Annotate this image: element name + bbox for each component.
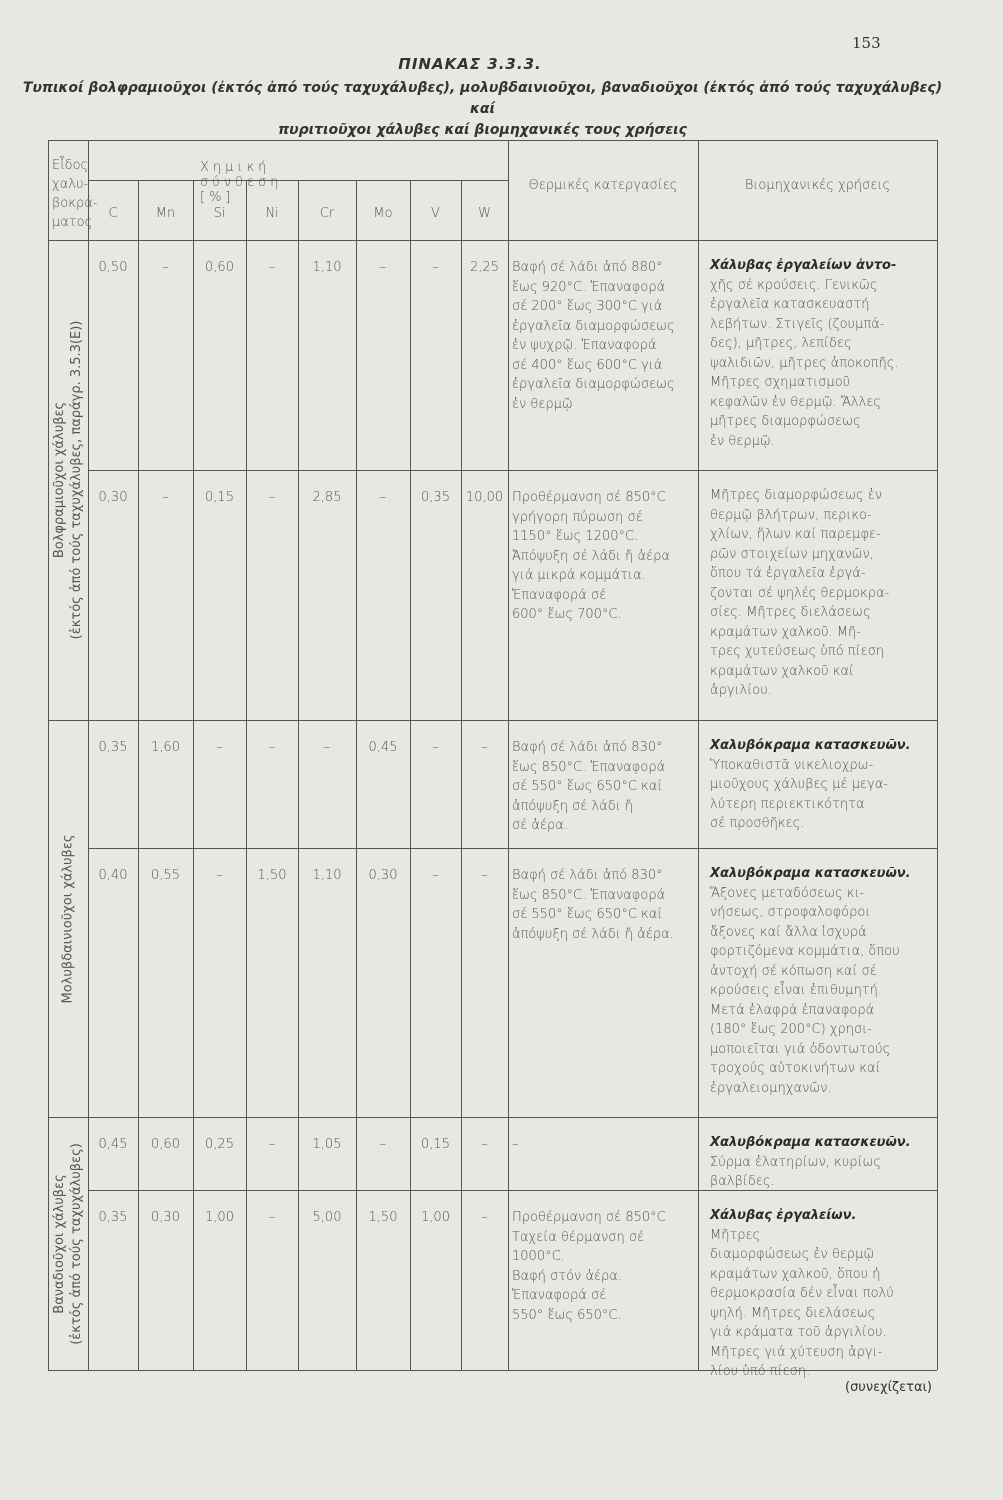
heat-treatment-text bbox=[512, 258, 694, 414]
heat-treatment-text bbox=[512, 866, 694, 944]
uses-line: φορτιζόμενα κομμάτια, ὅπου bbox=[710, 944, 900, 959]
heat-treatment-line: γιά μικρά κομμάτια. bbox=[512, 568, 646, 583]
uses-line: κραμάτων χαλκοῦ καί bbox=[710, 663, 855, 679]
uses-line: (180° ἕως 200°C) χρησι- bbox=[710, 1022, 872, 1037]
composition-value: 2,25 bbox=[470, 260, 499, 275]
heat-treatment-line: ἕως 850°C. Ἐπαναφορά bbox=[512, 759, 666, 775]
composition-value: 1,50 bbox=[257, 868, 287, 883]
element-header-w: W bbox=[478, 206, 491, 221]
row-divider bbox=[88, 848, 937, 849]
uses-line: τροχούς αὐτοκινήτων καί bbox=[710, 1061, 881, 1076]
composition-value: – bbox=[216, 740, 223, 755]
heat-treatment-line: Βαφή σέ λάδι ἀπό 830° bbox=[512, 740, 663, 755]
composition-value: 0,60 bbox=[151, 1137, 180, 1152]
heat-treatment-line: ἕως 920°C. Ἐπαναφορά bbox=[512, 279, 666, 295]
heat-treatment-line: Προθέρμανση σέ 850°C bbox=[512, 1210, 666, 1225]
composition-value: 0,15 bbox=[205, 490, 234, 505]
composition-value: 1,60 bbox=[151, 740, 180, 755]
composition-value: 0,15 bbox=[421, 1137, 450, 1152]
element-column-divider bbox=[356, 180, 357, 1370]
composition-value: – bbox=[481, 868, 488, 883]
composition-value: 0,40 bbox=[98, 868, 128, 883]
heat-treatment-text bbox=[512, 1208, 694, 1325]
uses-column-divider bbox=[698, 140, 699, 1370]
type-header-line: Εἶδος bbox=[52, 158, 89, 173]
uses-line: κεφαλῶν ἐν θερμῷ. Ἄλλες bbox=[710, 394, 881, 410]
type-column-divider bbox=[88, 140, 89, 1370]
heat-treatment-line: Ταχεία θέρμανση σέ bbox=[512, 1229, 645, 1245]
uses-line: διαμορφώσεως ἐν θερμῷ bbox=[710, 1247, 875, 1262]
composition-value: – bbox=[216, 868, 223, 883]
composition-value: 0,30 bbox=[151, 1210, 180, 1225]
category-label-line: (ἐκτός ἀπό τούς ταχυχάλυβες, παράγρ. 3.5.3(E)) bbox=[69, 320, 84, 640]
row-divider bbox=[88, 470, 937, 471]
composition-header: Χημική σύνθεση [%] bbox=[200, 160, 283, 205]
category-label bbox=[51, 321, 85, 640]
uses-line: μιοῦχους χάλυβες μέ μεγα- bbox=[710, 777, 888, 792]
heat-treatment-text bbox=[512, 488, 694, 625]
composition-value: 1,10 bbox=[312, 868, 342, 883]
category-label bbox=[51, 1143, 85, 1345]
heat-treatment-line: Βαφή σέ λάδι ἀπό 830° bbox=[512, 868, 663, 883]
table-border-left bbox=[48, 140, 49, 1370]
composition-value: 1,00 bbox=[205, 1210, 234, 1225]
uses-line: ζονται σέ ψηλές θερμοκρα- bbox=[710, 585, 890, 601]
caption-line-1: Τυπικοί βολφραμιοῦχοι (ἐκτός ἀπό τούς ταχυχάλυβες), μολυβδαινιοῦχοι, βαναδιοῦχοι (ἐκτός ἀπό τούς ταχυχάλυβες) καί bbox=[22, 80, 943, 117]
heat-treatment-line: γρήγορη πύρωση σέ bbox=[512, 509, 643, 525]
uses-line: ἐργαλειομηχανῶν. bbox=[710, 1080, 832, 1096]
table-border-right bbox=[937, 140, 938, 1370]
uses-text bbox=[710, 486, 933, 701]
heat-treatment-line: 1000°C. bbox=[512, 1249, 565, 1264]
uses-line: βαλβίδες. bbox=[710, 1174, 775, 1189]
category-label-line: Μολυβδαινιοῦχοι χάλυβες bbox=[60, 834, 76, 1003]
uses-line: Μῆτρες σχηματισμοῦ bbox=[710, 375, 851, 390]
heat-treatment-line: ἐν θερμῷ bbox=[512, 396, 573, 412]
element-column-divider bbox=[193, 180, 194, 1370]
composition-value: 0,35 bbox=[421, 490, 450, 505]
heat-treatment-line: ἀπόψυξη σέ λάδι ἤ ἀέρα. bbox=[512, 926, 674, 942]
composition-value: 1,50 bbox=[368, 1210, 398, 1225]
uses-line: Μῆτρες γιά χύτευση ἀργι- bbox=[710, 1344, 883, 1360]
uses-text bbox=[710, 256, 933, 451]
composition-value: 10,00 bbox=[465, 490, 504, 505]
uses-line: νήσεως, στροφαλοφόροι bbox=[710, 905, 871, 920]
caption-line-2: πυριτιοῦχοι χάλυβες καί βιομηχανικές τους χρήσεις bbox=[278, 122, 687, 138]
element-header-c: C bbox=[108, 206, 118, 221]
type-header-line: βοκρά- bbox=[52, 196, 98, 211]
heat-treatment-line: – bbox=[512, 1137, 519, 1152]
uses-title: Χαλυβόκραμα κατασκευῶν. bbox=[710, 738, 911, 753]
uses-line: ὅπου τά ἐργαλεῖα ἐργά- bbox=[710, 566, 866, 581]
heat-treatment-text bbox=[512, 738, 694, 836]
element-column-divider bbox=[298, 180, 299, 1370]
table-title: ΠΙΝΑΚΑΣ 3.3.3. bbox=[398, 55, 542, 73]
uses-title: Χαλυβόκραμα κατασκευῶν. bbox=[710, 1135, 911, 1150]
heat-treatment-line: ἕως 850°C. Ἐπαναφορά bbox=[512, 887, 666, 903]
type-header-line: χαλυ- bbox=[52, 177, 89, 192]
heat-treatment-line: ἐν ψυχρῷ. Ἐπαναφορά bbox=[512, 338, 657, 353]
heat-treatment-line: 600° ἕως 700°C. bbox=[512, 607, 622, 622]
composition-value: – bbox=[162, 260, 169, 275]
uses-title: Χάλυβας ἐργαλείων. bbox=[710, 1208, 857, 1223]
composition-value: 1,00 bbox=[421, 1210, 450, 1225]
uses-line: λύτερη περιεκτικότητα bbox=[710, 796, 865, 812]
composition-value: – bbox=[432, 740, 439, 755]
uses-line: ψηλή. Μῆτρες διελάσεως bbox=[710, 1305, 876, 1321]
composition-value: – bbox=[162, 490, 169, 505]
uses-line: δες), μῆτρες, λεπίδες bbox=[710, 336, 852, 351]
heat-treatment-line: ἐργαλεῖα διαμορφώσεως bbox=[512, 377, 675, 392]
uses-line: ἀργιλίου. bbox=[710, 683, 772, 698]
element-column-divider bbox=[138, 180, 139, 1370]
composition-value: – bbox=[268, 1137, 276, 1152]
element-header-si: Si bbox=[213, 206, 226, 221]
uses-line: μοποιεῖται γιά ὀδοντωτούς bbox=[710, 1041, 891, 1057]
heat-treatment-line: 1150° ἕως 1200°C. bbox=[512, 529, 639, 544]
uses-text bbox=[710, 736, 933, 834]
uses-line: γιά κράματα τοῦ ἀργιλίου. bbox=[710, 1325, 887, 1340]
heat-treatment-line: Ἐπαναφορά σέ bbox=[512, 1288, 607, 1303]
composition-value: 2,85 bbox=[312, 490, 342, 505]
category-label bbox=[60, 834, 77, 1003]
composition-value: 0,45 bbox=[368, 740, 398, 755]
category-label-line: Βαναδιοῦχοι χάλυβες bbox=[52, 1173, 67, 1314]
uses-line: λεβήτων. Στιγεῖς (ζουμπά- bbox=[710, 316, 885, 332]
heat-treatment-line: Βαφή σέ λάδι ἀπό 880° bbox=[512, 260, 663, 275]
uses-line: ἐργαλεῖα κατασκευαστή bbox=[710, 297, 870, 312]
composition-value: – bbox=[268, 1210, 276, 1225]
composition-value: – bbox=[432, 868, 439, 883]
composition-value: 0,30 bbox=[98, 490, 128, 505]
uses-line: ἐν θερμῷ. bbox=[710, 433, 775, 449]
uses-line: χῆς σέ κρούσεις. Γενικῶς bbox=[710, 277, 878, 293]
composition-value: 0,45 bbox=[98, 1137, 128, 1152]
composition-value: 0,60 bbox=[205, 260, 234, 275]
composition-value: 5,00 bbox=[312, 1210, 342, 1225]
uses-line: Μετά ἐλαφρά ἐπαναφορά bbox=[710, 1002, 875, 1018]
heat-treatment-line: σέ ἀέρα. bbox=[512, 818, 568, 833]
composition-value: 0,55 bbox=[151, 868, 180, 883]
heat-treatment-line: σέ 550° ἕως 650°C καί bbox=[512, 907, 663, 922]
element-header-mo: Mo bbox=[373, 206, 393, 221]
composition-value: – bbox=[268, 740, 276, 755]
heat-treatment-line: σέ 200° ἕως 300°C γιά bbox=[512, 299, 663, 314]
element-column-divider bbox=[410, 180, 411, 1370]
uses-line: ρῶν στοιχείων μηχανῶν, bbox=[710, 546, 874, 562]
uses-header: Βιομηχανικές χρήσεις bbox=[744, 178, 891, 193]
uses-line: κραμάτων χαλκοῦ, ὅπου ἡ bbox=[710, 1266, 881, 1282]
composition-value: – bbox=[481, 1210, 488, 1225]
composition-value: – bbox=[379, 490, 387, 505]
uses-line: σέ προσθῆκες. bbox=[710, 816, 805, 831]
heat-treatment-line: ἐργαλεῖα διαμορφώσεως bbox=[512, 318, 675, 334]
composition-value: 0,35 bbox=[98, 740, 128, 755]
heat-treatment-text bbox=[512, 1135, 694, 1155]
composition-value: 0,30 bbox=[368, 868, 398, 883]
composition-value: 1,10 bbox=[312, 260, 342, 275]
uses-line: θερμοκρασία δέν εἶναι πολύ bbox=[710, 1286, 894, 1301]
heat-treatment-line: Ἀπόψυξη σέ λάδι ἤ ἀέρα bbox=[512, 548, 670, 564]
uses-text bbox=[710, 1133, 933, 1192]
composition-value: – bbox=[323, 740, 331, 755]
type-header-line: ματος bbox=[52, 215, 93, 230]
uses-line: κρούσεις εἶναι ἐπιθυμητή. bbox=[710, 983, 883, 998]
composition-value: – bbox=[379, 1137, 387, 1152]
heat-treatment-line: Προθέρμανση σέ 850°C bbox=[512, 490, 666, 505]
uses-line: Σύρμα ἐλατηρίων, κυρίως bbox=[710, 1154, 882, 1170]
element-header-cr: Cr bbox=[319, 206, 335, 221]
heat-treatment-line: σέ 550° ἕως 650°C καί bbox=[512, 779, 663, 794]
composition-value: 0,50 bbox=[98, 260, 128, 275]
element-header-mn: Mn bbox=[155, 206, 176, 221]
table-caption bbox=[20, 78, 945, 141]
uses-line: Ἄξονες μεταδόσεως κι- bbox=[710, 885, 865, 901]
heat-treatment-line: 550° ἕως 650°C. bbox=[512, 1307, 622, 1323]
composition-value: – bbox=[268, 490, 276, 505]
uses-line: ἀντοχή σέ κόπωση καί σέ bbox=[710, 963, 877, 979]
element-header-v: V bbox=[431, 206, 440, 221]
row-divider bbox=[48, 1117, 937, 1118]
continued-note: (συνεχίζεται) bbox=[845, 1380, 932, 1395]
heat-treatment-line: Βαφή στόν ἀέρα. bbox=[512, 1268, 622, 1284]
heat-treatment-line: ἀπόψυξη σέ λάδι ἤ bbox=[512, 798, 634, 814]
uses-line: ἄξονες καί ἄλλα ἰσχυρά bbox=[710, 924, 867, 940]
row-divider bbox=[48, 720, 937, 721]
table-border-top bbox=[48, 140, 937, 141]
uses-line: σίες. Μῆτρες διελάσεως bbox=[710, 605, 871, 620]
composition-value: 0,35 bbox=[98, 1210, 128, 1225]
composition-value: 0,25 bbox=[205, 1137, 234, 1152]
category-label-line: Βολφραμιοῦχοι χάλυβες bbox=[52, 401, 67, 559]
uses-line: μῆτρες διαμορφώσεως bbox=[710, 414, 861, 429]
composition-value: – bbox=[481, 1137, 488, 1152]
uses-line: Μῆτρες διαμορφώσεως ἐν bbox=[710, 488, 883, 503]
uses-line: κραμάτων χαλκοῦ. Μῆ- bbox=[710, 624, 862, 640]
uses-title: Χάλυβας ἐργαλείων ἀντο- bbox=[710, 258, 897, 273]
category-label-line: (ἐκτός ἀπό τούς ταχυχάλυβες) bbox=[69, 1142, 84, 1345]
element-header-ni: Ni bbox=[265, 206, 279, 221]
uses-line: Μῆτρες bbox=[710, 1227, 761, 1243]
uses-text bbox=[710, 1206, 933, 1382]
page-number: 153 bbox=[852, 34, 881, 52]
element-column-divider bbox=[246, 180, 247, 1370]
composition-value: – bbox=[481, 740, 488, 755]
uses-line: λίου ὑπό πίεση. bbox=[710, 1364, 811, 1379]
composition-value: – bbox=[432, 260, 439, 275]
composition-value: – bbox=[379, 260, 387, 275]
heat-column-divider bbox=[508, 140, 509, 1370]
header-divider bbox=[48, 240, 937, 241]
uses-line: τρες χυτεύσεως ὑπό πίεση bbox=[710, 644, 885, 659]
heat-treatment-line: Ἐπαναφορά σέ bbox=[512, 587, 607, 603]
heat-header: Θερμικές κατεργασίες bbox=[528, 178, 678, 193]
uses-title: Χαλυβόκραμα κατασκευῶν. bbox=[710, 866, 911, 881]
uses-text bbox=[710, 864, 933, 1098]
element-column-divider bbox=[461, 180, 462, 1370]
composition-value: 1,05 bbox=[312, 1137, 342, 1152]
uses-line: θερμῷ βλήτρων, περικο- bbox=[710, 507, 872, 523]
uses-line: ψαλιδιῶν, μῆτρες ἀποκοπῆς. bbox=[710, 355, 899, 371]
uses-line: Ὑποκαθιστᾶ νικελιοχρω- bbox=[710, 757, 874, 773]
composition-value: – bbox=[268, 260, 276, 275]
heat-treatment-line: σέ 400° ἕως 600°C γιά bbox=[512, 357, 663, 373]
uses-line: χλίων, ἥλων καί παρεμφε- bbox=[710, 527, 881, 542]
